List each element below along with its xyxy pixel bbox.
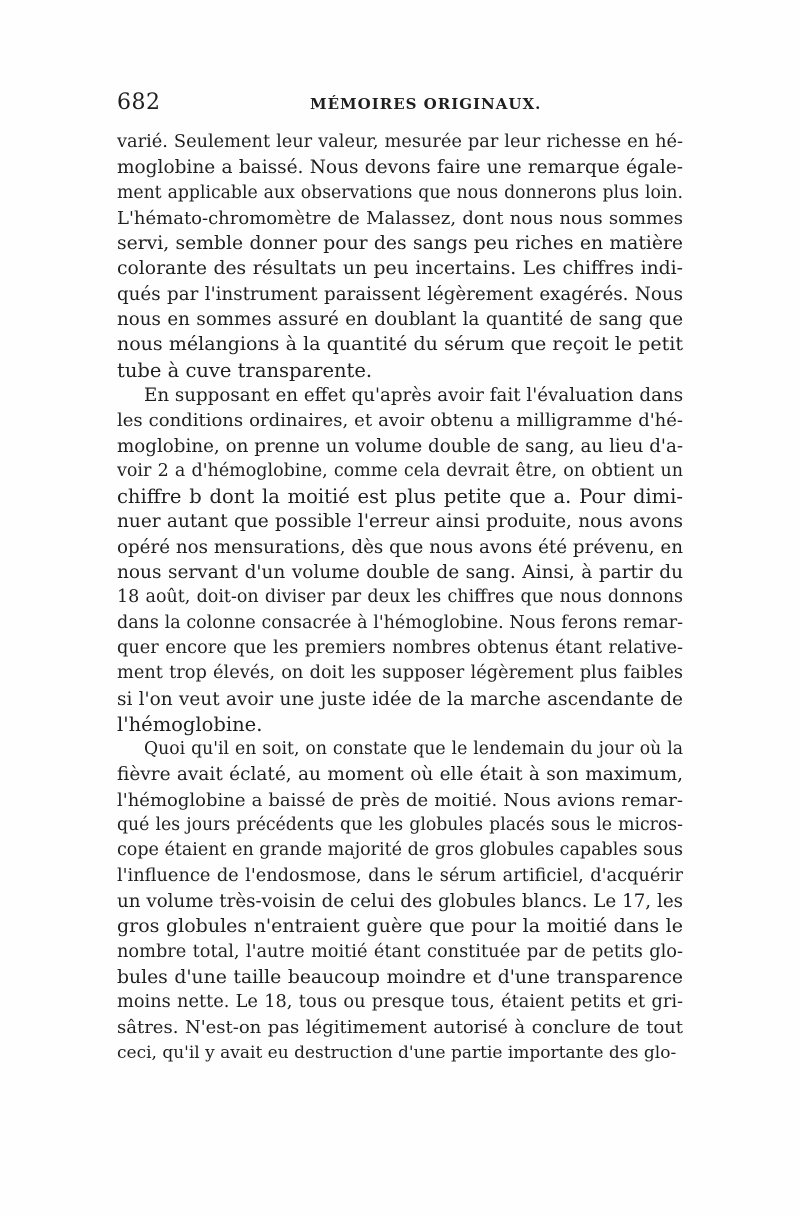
text-line: les conditions ordinaires, et avoir obtenu a milligramme d'hé- (117, 410, 683, 432)
text-line: dans la colonne consacrée à l'hémoglobine. Nous ferons remar- (117, 612, 683, 633)
text-line: tube à cuve transparente. (117, 358, 373, 382)
text-line: nous mélangions à la quantité du sérum que reçoit le petit (117, 333, 683, 356)
text-line: nous servant d'un volume double de sang. Ainsi, à partir du (117, 562, 683, 584)
paragraph (117, 737, 683, 1066)
text-line: 18 août, doit-on diviser par deux les chiffres que nous donnons (117, 587, 683, 608)
text-line: varié. Seulement leur valeur, mesurée par leur richesse en hé- (117, 132, 683, 152)
text-line: Quoi qu'il en soit, on constate que le lendemain du jour où la (144, 739, 683, 760)
text-line: ment applicable aux observations que nous donnerons plus loin. (117, 182, 683, 203)
text-line: moins nette. Le 18, tous ou presque tous, étaient petits et gri- (117, 992, 683, 1013)
text-line: chiffre b dont la moitié est plus petite que a. Pour dimi- (117, 485, 683, 509)
text-line: voir 2 a d'hémoglobine, comme cela devrait être, on obtient un (117, 460, 683, 481)
text-line: l'hémoglobine. (117, 712, 263, 736)
text-line: fièvre avait éclaté, au moment où elle était à son maximum, (117, 764, 683, 786)
text-line: quer encore que les premiers nombres obtenus étant relative- (117, 637, 683, 658)
page-number: 682 (117, 90, 161, 115)
text-line: colorante des résultats un peu incertains. Les chiffres indi- (117, 258, 683, 280)
text-line: En supposant en effet qu'après avoir fait l'évaluation dans (144, 384, 684, 406)
paragraph (117, 383, 683, 737)
text-line: l'hémoglobine a baissé de près de moitié. Nous avions remar- (117, 789, 683, 811)
text-line: nombre total, l'autre moitié étant constituée par de petits glo- (117, 941, 683, 962)
text-line: nuer autant que possible l'erreur ainsi produite, nous avons (117, 511, 683, 533)
text-line: servi, semble donner pour des sangs peu riches en matière (117, 233, 683, 255)
text-line: si l'on veut avoir une juste idée de la marche ascendante de (117, 688, 683, 710)
body-text (117, 130, 683, 1066)
text-line: sâtres. N'est-on pas légitimement autorisé à conclure de tout (117, 1017, 683, 1039)
text-line: opéré nos mensurations, dès que nous avons été prévenu, en (117, 536, 683, 558)
text-line: l'influence de l'endosmose, dans le sérum artificiel, d'acquérir (117, 865, 683, 886)
paragraph (117, 130, 683, 383)
running-head: MÉMOIRES ORIGINAUX. (310, 95, 542, 113)
text-line: bules d'une taille beaucoup moindre et d'une transparence (117, 966, 683, 988)
text-line: un volume très-voisin de celui des globules blancs. Le 17, les (117, 890, 683, 912)
text-line: nous en sommes assuré en doublant la quantité de sang que (117, 309, 683, 331)
text-line: moglobine, on prenne un volume double de sang, au lieu d'a- (117, 435, 683, 457)
text-line: L'hémato-chromomètre de Malassez, dont nous nous sommes (117, 207, 683, 229)
text-line: ceci, qu'il y avait eu destruction d'une partie importante des glo- (117, 1042, 677, 1063)
page-header (117, 90, 683, 120)
text-line: qués par l'instrument paraissent légèrement exagérés. Nous (117, 283, 683, 305)
text-line: cope étaient en grande majorité de gros globules capables sous (117, 840, 683, 861)
text-line: gros globules n'entraient guère que pour la moitié dans le (117, 915, 683, 938)
text-line: ment trop élevés, on doit les supposer légèrement plus faibles (117, 663, 683, 684)
text-line: moglobine a baissé. Nous devons faire une remarque égale- (117, 157, 683, 179)
text-line: qué les jours précédents que les globules placés sous le micros- (117, 815, 683, 836)
